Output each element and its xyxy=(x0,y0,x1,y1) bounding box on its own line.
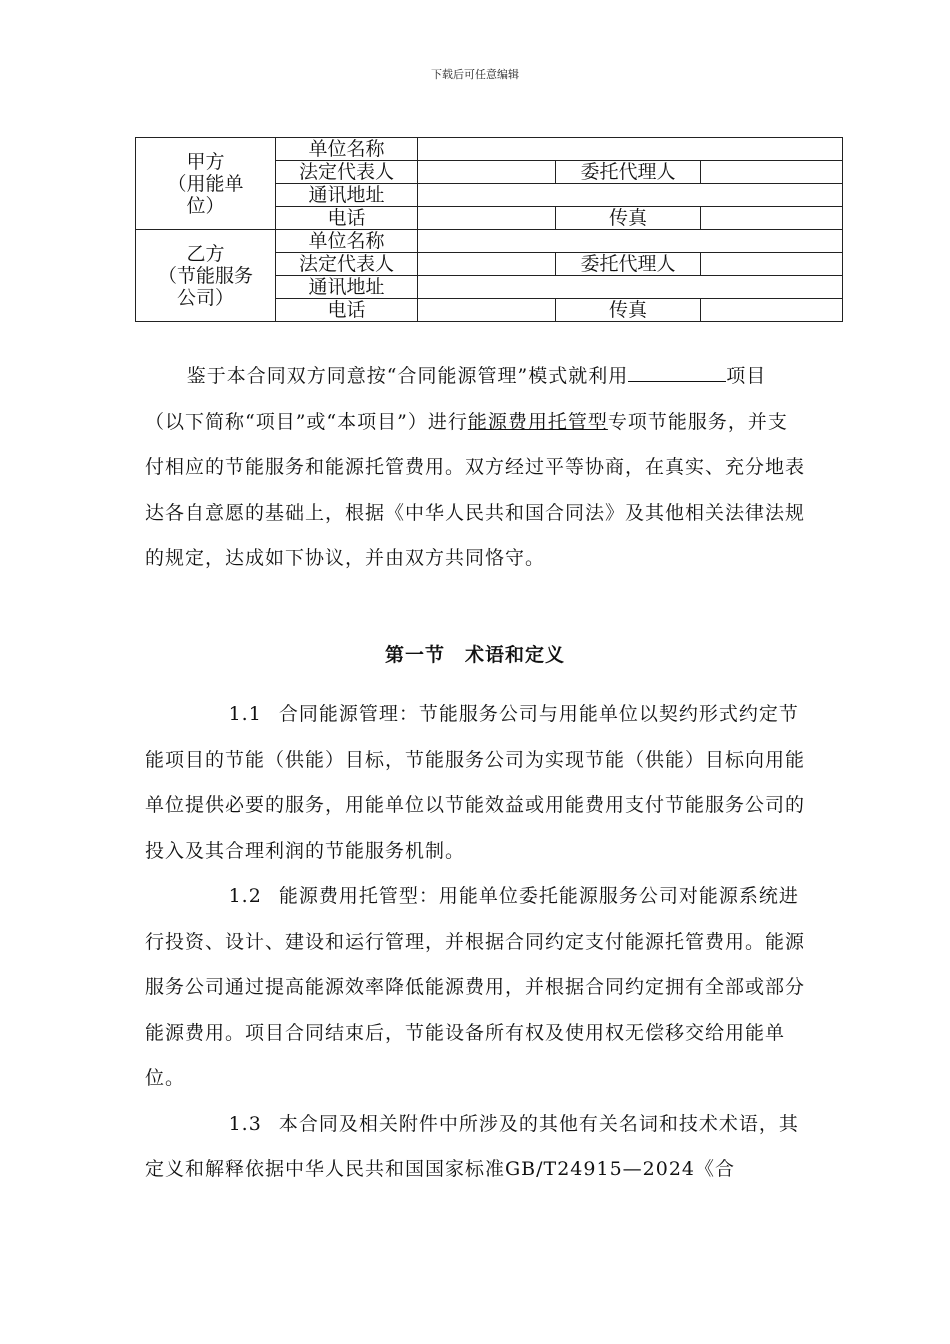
label-phone: 电话 xyxy=(276,207,418,230)
value-cell[interactable] xyxy=(418,161,556,184)
party-a-line3: 位） xyxy=(186,194,225,217)
value-cell[interactable] xyxy=(701,207,843,230)
label-fax: 传真 xyxy=(556,207,701,230)
party-a-line1: 甲方 xyxy=(186,150,225,173)
value-cell[interactable] xyxy=(701,299,843,322)
intro-block xyxy=(145,354,805,582)
party-b-line3: 公司） xyxy=(176,286,234,309)
table-row xyxy=(136,138,843,161)
party-b-line1: 乙方 xyxy=(186,242,225,265)
value-cell[interactable] xyxy=(418,299,556,322)
intro-paragraph xyxy=(145,354,805,582)
contract-type-underlined: 能源费用托管型 xyxy=(467,410,608,433)
value-cell[interactable] xyxy=(418,138,843,161)
party-b-line2: （节能服务 xyxy=(157,264,253,287)
label-agent: 委托代理人 xyxy=(556,253,701,276)
item-number: 1.2 xyxy=(228,885,262,907)
label-legal-rep: 法定代表人 xyxy=(276,161,418,184)
party-b-cell xyxy=(136,230,276,322)
value-cell[interactable] xyxy=(418,230,843,253)
value-cell[interactable] xyxy=(418,253,556,276)
table-row xyxy=(136,230,843,253)
item-text: 能源费用托管型：用能单位委托能源服务公司对能源系统进行投资、设计、建设和运行管理，并根据合同约定支付能源托管费用。能源服务公司通过提高能源效率降低能源费用，并根据合同约定拥有全部或部分能源费用。项目合同结束后，节能设备所有权及使用权无偿移交给用能单位。 xyxy=(145,885,806,1089)
definition-item xyxy=(145,1102,805,1193)
label-unit-name: 单位名称 xyxy=(276,138,418,161)
intro-line2-before: 项目（以下简称“项目”或“本项目”）进行 xyxy=(145,365,767,433)
parties-table xyxy=(135,137,843,322)
item-text: 本合同及相关附件中所涉及的其他有关名词和技术术语，其定义和解释依据中华人民共和国国家标准GB/T24915—2024《合 xyxy=(145,1112,799,1180)
intro-line2-after: 专项节能服务，并支付相应的节能服务和能源托管费用。双方经过平等协商，在真实、充分地表达各自意愿的基础上，根据《中华人民共和国合同法》及其他相关法律法规的规定，达成如下协议，并由双方共同恪守。 xyxy=(145,410,806,569)
definition-item xyxy=(145,874,805,1102)
definition-item xyxy=(145,692,805,874)
label-unit-name: 单位名称 xyxy=(276,230,418,253)
item-number: 1.3 xyxy=(228,1112,262,1135)
label-address: 通讯地址 xyxy=(276,184,418,207)
item-number: 1.1 xyxy=(228,703,262,725)
label-legal-rep: 法定代表人 xyxy=(276,253,418,276)
value-cell[interactable] xyxy=(418,276,843,299)
project-blank[interactable] xyxy=(628,380,726,382)
intro-line1: 鉴于本合同双方同意按“合同能源管理”模式就利用 xyxy=(186,365,629,387)
section-title: 第一节 术语和定义 xyxy=(384,644,565,666)
label-fax: 传真 xyxy=(556,299,701,322)
party-a-cell xyxy=(136,138,276,230)
definitions-block xyxy=(145,692,805,1193)
label-phone: 电话 xyxy=(276,299,418,322)
item-text: 合同能源管理：节能服务公司与用能单位以契约形式约定节能项目的节能（供能）目标，节能服务公司为实现节能（供能）目标向用能单位提供必要的服务，用能单位以节能效益或用能费用支付节能服务公司的投入及其合理利润的节能服务机制。 xyxy=(145,703,806,862)
value-cell[interactable] xyxy=(701,161,843,184)
value-cell[interactable] xyxy=(418,184,843,207)
label-agent: 委托代理人 xyxy=(556,161,701,184)
page-header: 下载后可任意编辑 xyxy=(431,68,519,81)
value-cell[interactable] xyxy=(418,207,556,230)
label-address: 通讯地址 xyxy=(276,276,418,299)
party-a-line2: （用能单 xyxy=(167,172,244,195)
value-cell[interactable] xyxy=(701,253,843,276)
